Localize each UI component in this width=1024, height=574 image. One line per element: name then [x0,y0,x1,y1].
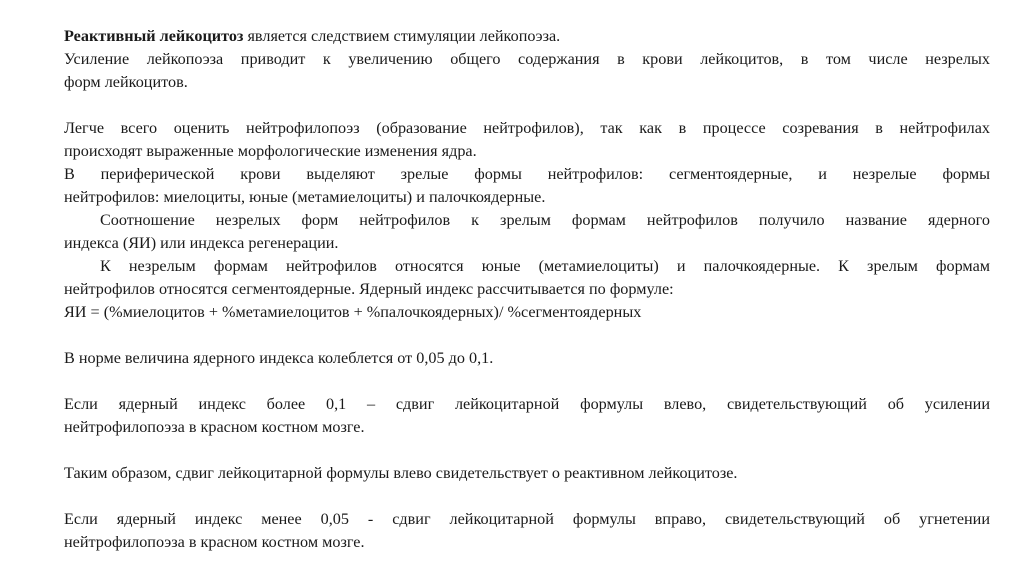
text-line: Усиление лейкопоэза приводит к увеличению общего содержания в крови лейкоцитов, в том числе незрелых [64,50,990,68]
text-line: Если ядерный индекс более 0,1 – сдвиг лейкоцитарной формулы влево, свидетельствующий об усилении [64,395,990,413]
paragraph-gap [64,324,990,347]
text-line: происходят выраженные морфологические изменения ядра. [64,142,477,160]
nuclear-index-formula [64,301,990,324]
text-line: индекса (ЯИ) или индекса регенерации. [64,234,339,252]
paragraph-immature-mature-forms [64,255,990,301]
paragraph-leukopoiesis [64,48,990,94]
text-line: Соотношение незрелых форм нейтрофилов к зрелым формам нейтрофилов получило название ядерного [100,211,990,229]
text-line: В норме величина ядерного индекса колеблется от 0,05 до 0,1. [64,349,494,367]
paragraph-conclusion [64,462,990,485]
paragraph-right-shift [64,508,990,554]
text-line: Таким образом, сдвиг лейкоцитарной формулы влево свидетельствует о реактивном лейкоцитозе. [64,464,738,482]
paragraph-normal-range [64,347,990,370]
paragraph-neutrophil-forms [64,163,990,209]
paragraph-left-shift [64,393,990,439]
text-line: форм лейкоцитов. [64,73,188,91]
paragraph-gap [64,485,990,508]
text-line: В периферической крови выделяют зрелые формы нейтрофилов: сегментоядерные, и незрелые формы [64,165,990,183]
text-line: нейтрофилов относятся сегментоядерные. Ядерный индекс рассчитывается по формуле: [64,280,674,298]
paragraph-nuclear-index-definition [64,209,990,255]
paragraph-reactive-leukocytosis [64,25,990,48]
formula-text: ЯИ = (%миелоцитов + %метамиелоцитов + %палочкоядерных)/ %сегментоядерных [64,303,642,321]
paragraph-gap [64,94,990,117]
paragraph-gap [64,439,990,462]
text-line: К незрелым формам нейтрофилов относятся юные (метамиелоциты) и палочкоядерные. К зрелым формам [100,257,990,275]
term-reactive-leukocytosis: Реактивный лейкоцитоз [64,27,244,45]
text-line: нейтрофилопоэза в красном костном мозге. [64,533,365,551]
paragraph-neutrophilopoiesis [64,117,990,163]
text-line: нейтрофилов: миелоциты, юные (метамиелоциты) и палочкоядерные. [64,188,546,206]
document-body [64,25,990,554]
text-line: нейтрофилопоэза в красном костном мозге. [64,418,365,436]
paragraph-gap [64,370,990,393]
text-line: Легче всего оценить нейтрофилопоэз (образование нейтрофилов), так как в процессе созревания в нейтрофилах [64,119,990,137]
definition-text: является следствием стимуляции лейкопоэза. [243,27,561,45]
text-line: Если ядерный индекс менее 0,05 - сдвиг лейкоцитарной формулы вправо, свидетельствующий об угнетении [64,510,990,528]
